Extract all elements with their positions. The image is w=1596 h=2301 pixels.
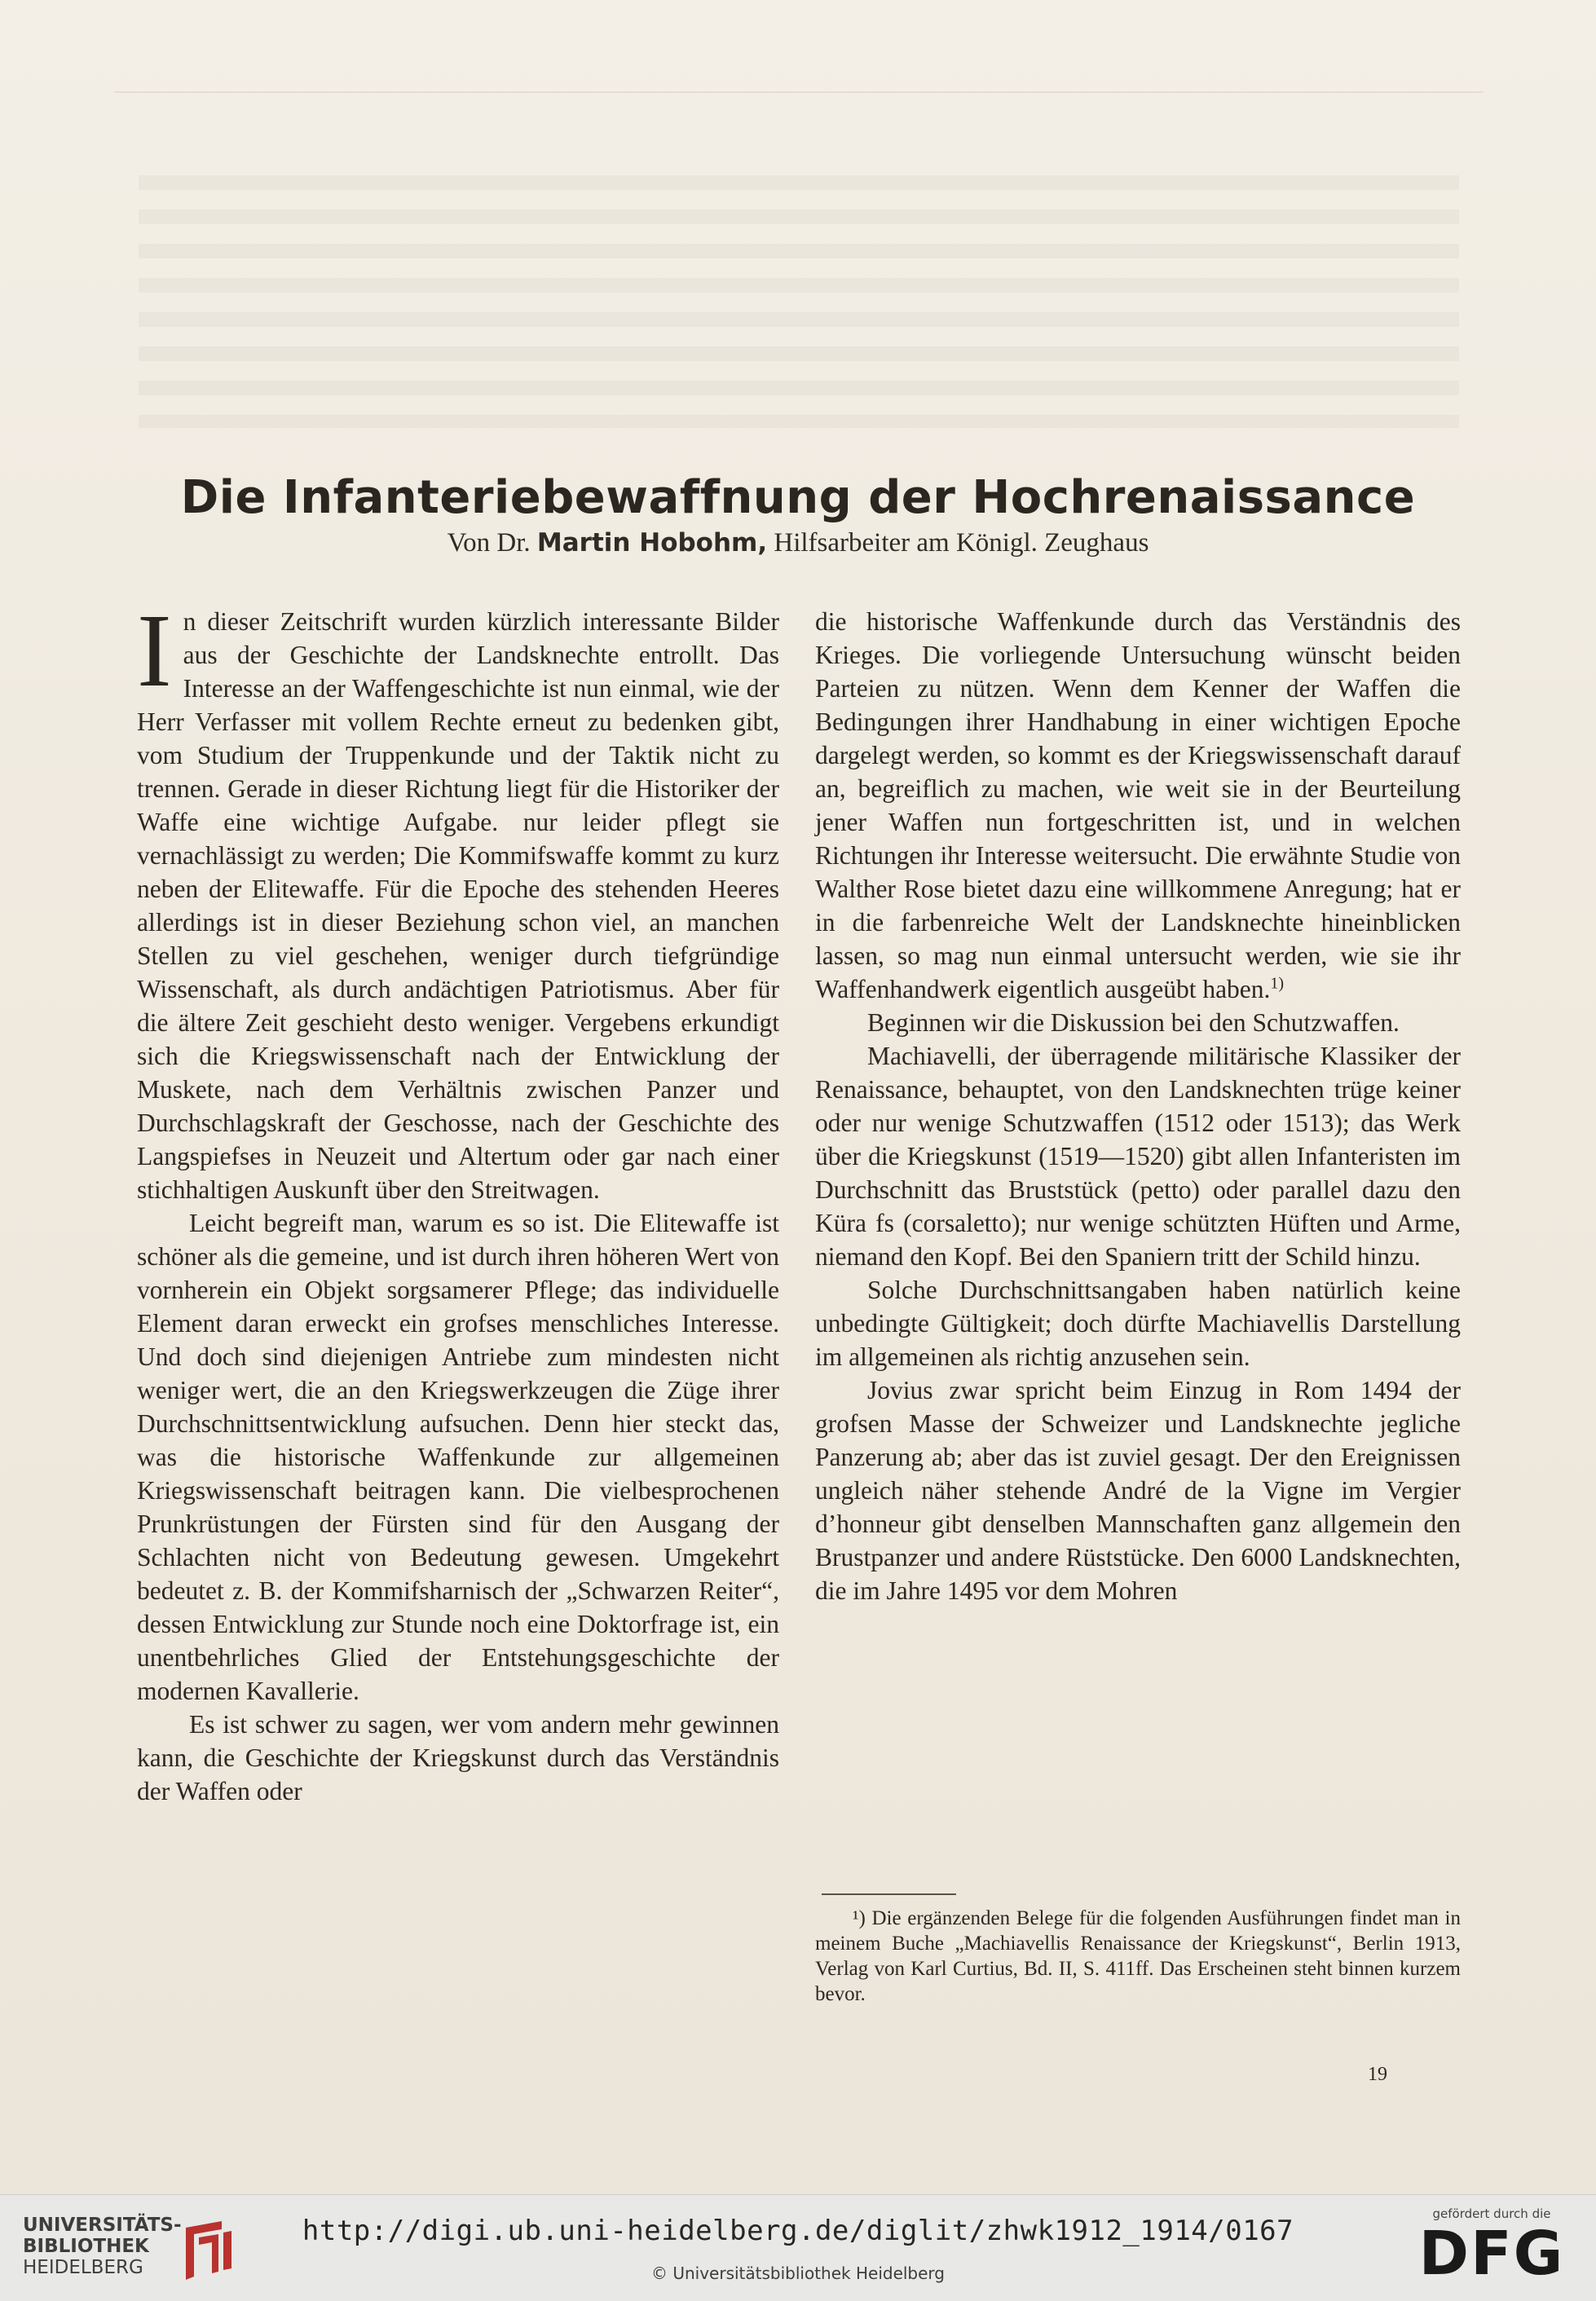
bleed-through-text xyxy=(139,175,1459,428)
library-name-line: UNIVERSITÄTS- xyxy=(23,2215,182,2236)
bleed-through-header xyxy=(114,91,1484,116)
paragraph: Es ist schwer zu sagen, wer vom andern mehr gewinnen kann, die Geschichte der Kriegskunst durch das Verständnis der Waffen oder xyxy=(137,1710,779,1805)
drop-cap: I xyxy=(137,593,172,708)
paragraph-text: n dieser Zeitschrift wurden kürzlich interessante Bilder aus der Geschichte der Landsknechte entrollt. Das Interesse an der Waffengeschichte ist nun einmal, wie der Herr Verfasser mit vollem Rechte erneut zu bedenken gibt, vom Studium der Truppenkunde und der Taktik nicht zu trennen. Gerade in dieser Richtung liegt für die Historiker der Waffe eine wichtige Aufgabe. nur leider pflegt sie vernachlässigt zu werden; Die Kommifswaffe kommt zu kurz neben der Elitewaffe. Für die Epoche des stehenden Heeres allerdings ist in dieser Beziehung schon viel, an manchen Stellen zu viel geschehen, weniger durch tiefgründige Wissenschaft, als durch andächtigen Patriotismus. Aber für die ältere Zeit geschieht desto weniger. Vergebens erkundigt sich die Kriegswissenschaft nach der Entwicklung der Muskete, nach dem Verhältnis zwischen Panzer und Durchschlagskraft der Geschosse, nach der Geschichte des Langspiefses in Neuzeit und Altertum oder gar nach einer stichhaltigen Auskunft über den Streitwagen. xyxy=(137,607,779,1204)
paragraph xyxy=(815,605,1461,1006)
paragraph xyxy=(137,593,779,1206)
permalink-url[interactable]: http://digi.ub.uni-heidelberg.de/diglit/zhwk1912_1914/0167 xyxy=(302,2215,1294,2247)
dfg-sponsor[interactable] xyxy=(1402,2206,1581,2296)
library-name-line: HEIDELBERG xyxy=(23,2257,143,2278)
paragraph: Jovius zwar spricht beim Einzug in Rom 1494 der grofsen Masse der Schweizer und Landsknechte jegliche Panzerung ab; aber das ist zuviel gesagt. Der den Ereignissen ungleich näher stehende André de la Vigne im Vergier d’honneur gibt denselben Mannschaften ganz allgemein den Brustpanzer und andere Rüststücke. Den 6000 Landsknechten, die im Jahre 1495 vor dem Mohren xyxy=(815,1376,1461,1605)
footnote xyxy=(815,1906,1461,2007)
author-name: Martin Hobohm, xyxy=(536,528,768,558)
paragraph: Leicht begreift man, warum es so ist. Die Elitewaffe ist schöner als die gemeine, und ist durch ihren höheren Wert von vornherein ein Objekt sorgsamerer Pflege; das individuelle Element daran erweckt ein grofses menschliches Interesse. Und doch sind diejenigen Antriebe zum mindesten nicht weniger wert, die an den Kriegswerkzeugen die Züge ihrer Durchschnittsentwicklung aufsuchen. Denn hier steckt das, was die historische Waffenkunde zur allgemeinen Kriegswissenschaft beitragen kann. Die vielbesprochenen Prunkrüstungen der Fürsten sind für den Ausgang der Schlachten nicht von Bedeutung gewesen. Umgekehrt bedeutet z. B. der Kommifsharnisch der „Schwarzen Reiter“, dessen Entwicklung zur Stunde noch eine Doktorfrage ist, ein unentbehrliches Glied der Entstehungsgeschichte der modernen Kavallerie. xyxy=(137,1209,779,1705)
page-number: 19 xyxy=(1368,2064,1387,2085)
footnote-rule xyxy=(822,1893,956,1895)
library-name-line: BIBLIOTHEK xyxy=(23,2236,149,2257)
copyright-notice: © Universitätsbibliothek Heidelberg xyxy=(650,2264,945,2283)
author-affiliation: Hilfsarbeiter am Königl. Zeughaus xyxy=(774,528,1149,558)
article-title: Die Infanteriebewaffnung der Hochrenaissance xyxy=(180,470,1416,524)
footer-bar xyxy=(0,2194,1596,2301)
dfg-logo: DFG xyxy=(1418,2219,1565,2289)
paragraph: Machiavelli, der überragende militärische Klassiker der Renaissance, behauptet, von den Landsknechten trüge keiner oder nur wenige Schutzwaffen (1512 oder 1513); das Werk über die Kriegskunst (1519—1520) gibt allen Infanteristen im Durchschnitt das Bruststück (petto) oder parallel dazu den Küra fs (corsaletto); nur wenige schützten Hüften und Arme, niemand den Kopf. Bei den Spaniern tritt der Schild hinzu. xyxy=(815,1042,1461,1271)
left-column xyxy=(137,593,779,1808)
paragraph-text: die historische Waffenkunde durch das Verständnis des Krieges. Die vorliegende Untersuchung wünscht beiden Parteien zu nützen. Wenn dem Kenner der Waffen die Bedingungen ihrer Handhabung in einer wichtigen Epoche dargelegt werden, so kommt es der Kriegswissenschaft darauf an, begreiflich zu machen, wie weit sie in der Beurteilung jener Waffen nun fortgeschritten ist, und in welchen Richtungen ihr Interesse weitersucht. Die erwähnte Studie von Walther Rose bietet dazu eine willkommene Anregung; hat er in die farbenreiche Welt der Landsknechte hineinblicken lassen, so mag nun einmal untersucht werden, wie sie ihr Waffenhandwerk eigentlich ausgeübt haben. xyxy=(815,607,1461,1003)
byline xyxy=(0,528,1596,558)
byline-prefix: Von Dr. xyxy=(447,528,531,558)
paragraph: Beginnen wir die Diskussion bei den Schutzwaffen. xyxy=(867,1008,1400,1037)
footnote-text: ¹) Die ergänzenden Belege für die folgenden Ausführungen findet man in meinem Buche „Machiavellis Renaissance der Kriegskunst“, Berlin 1913, Verlag von Karl Curtius, Bd. II, S. 411ff. Das Erscheinen steht binnen kurzem bevor. xyxy=(815,1907,1461,2005)
right-column xyxy=(815,605,1461,1607)
footnote-marker: 1) xyxy=(1270,974,1285,993)
sponsor-caption: gefördert durch die xyxy=(1432,2206,1551,2221)
paragraph: Solche Durchschnittsangaben haben natürlich keine unbedingte Gültigkeit; doch dürfte Machiavellis Darstellung im allgemeinen als richtig anzusehen sein. xyxy=(815,1276,1461,1371)
